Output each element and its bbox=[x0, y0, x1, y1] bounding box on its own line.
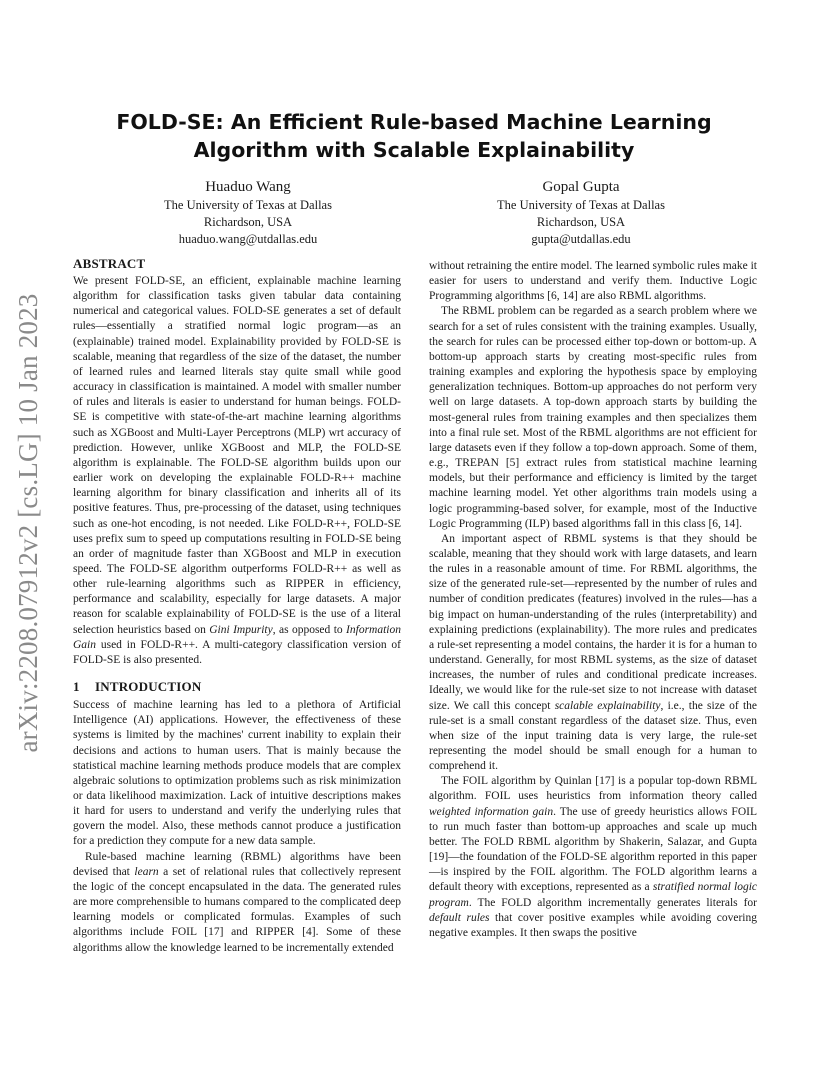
abstract-text: We present FOLD-SE, an efficient, explainable machine learning algorithm for classification tasks given tabular data containing numerical and categorical values. FOLD-SE generates a set of default rules—essentially a stratified normal logic program—as an (explainable) trained model. Explainability provided by FOLD-SE is scalable, meaning that regardless of the size of the dataset, the number of learned rules and learned literals stay quite small while good accuracy in classification is maintained. A model with smaller number of rules and literals is easier to understand for human beings. FOLD-SE is competitive with state-of-the-art machine learning algorithms such as XGBoost and Multi-Layer Perceptrons (MLP) wrt accuracy of prediction. However, unlike XGBoost and MLP, the FOLD-SE algorithm is explainable. The FOLD-SE algorithm builds upon our earlier work on developing the explainable FOLD-R++ machine learning algorithm for binary classification and inherits all of its positive features. Thus, pre-processing of the dataset, using techniques such as one-hot encoding, is not needed. Like FOLD-R++, FOLD-SE uses prefix sum to speed up computations resulting in FOLD-SE being an order of magnitude faster than XGBoost and MLP in execution speed. The FOLD-SE algorithm outperforms FOLD-R++ as well as other rule-learning algorithms such as RIPPER in efficiency, performance and scalability, especially for large datasets. A major reason for scalable explainability of FOLD-SE is the use of a literal selection heuristics based on bbox=[73, 275, 401, 636]
author-location: Richardson, USA bbox=[203, 215, 293, 229]
body-paragraph bbox=[429, 774, 757, 941]
author-location: Richardson, USA bbox=[536, 215, 626, 229]
body-paragraph bbox=[73, 850, 401, 956]
author-affiliation: The University of Texas at Dallas bbox=[497, 198, 665, 212]
arxiv-identifier: arXiv:2208.07912v2 [cs.LG] 10 Jan 2023 bbox=[13, 293, 43, 753]
abstract-paragraph bbox=[73, 274, 401, 668]
body-text: a set of relational rules that collectively represent the logic of the concept encapsulated in the data. The generated rules are more comprehensible to humans compared to the complicated deep learning models or complicated formulas. Examples of such algorithms include FOIL [17] and RIPPER [4]. Some of these algorithms allow the knowledge learned to be incrementally extended bbox=[73, 865, 401, 954]
body-paragraph: without retraining the entire model. The learned symbolic rules make it easier for users to understand and verify them. Inductive Logic Programming algorithms [6, 14] are also RBML algorithms. bbox=[429, 260, 757, 303]
section-number: 1 bbox=[73, 679, 80, 695]
body-text: Rule-based machine learning (RBML) algorithms have been devised that bbox=[73, 850, 401, 878]
author-email[interactable]: huaduo.wang@utdallas.edu bbox=[178, 232, 318, 246]
author-email[interactable]: gupta@utdallas.edu bbox=[531, 232, 631, 246]
right-column bbox=[429, 259, 757, 941]
body-text: that cover positive examples while avoiding covering negative examples. It then swaps the positive bbox=[429, 911, 757, 939]
abstract-text: used in FOLD-R++. A multi-category classification version of FOLD-SE is also presented. bbox=[73, 638, 401, 666]
abstract-text: , as opposed to bbox=[272, 623, 347, 636]
body-paragraph bbox=[429, 532, 757, 775]
author-name: Huaduo Wang bbox=[205, 179, 291, 195]
body-paragraph: Success of machine learning has led to a plethora of Artificial Intelligence (AI) applications. However, the effectiveness of these systems is limited by the machines' current inability to explain their decisions and actions to human users. That is mainly because the statistical machine learning methods produce models that are complex algebraic solutions to optimization problems such as risk minimization or data likelihood maximization. Lack of intuitive descriptions makes it hard for users to understand and verify the underlying rules that govern the model. Also, these methods cannot produce a justification for a prediction they compute for a new data sample. bbox=[73, 699, 401, 848]
body-text: , i.e., the size of the rule-set is a small constant regardless of the dataset size. Thus, even when size of the input training data is very large, the rule-set representing the model should be small enough for a human to comprehend it. bbox=[429, 699, 757, 773]
section-title: INTRODUCTION bbox=[95, 679, 202, 695]
author-block bbox=[118, 177, 378, 248]
abstract-heading: ABSTRACT bbox=[73, 256, 146, 271]
body-emphasis: learn bbox=[134, 865, 159, 878]
body-text: . The FOLD algorithm incrementally generates literals for bbox=[468, 896, 757, 909]
body-emphasis: scalable explainability bbox=[554, 699, 661, 712]
author-affiliation: The University of Texas at Dallas bbox=[164, 198, 332, 212]
body-emphasis: stratified normal logic program bbox=[429, 881, 757, 909]
body-emphasis: weighted information gain bbox=[429, 805, 554, 818]
arxiv-stamp bbox=[8, 288, 48, 758]
abstract-emphasis: Gini Impurity bbox=[209, 623, 273, 636]
body-text: The FOIL algorithm by Quinlan [17] is a popular top-down RBML algorithm. FOIL uses heuristics from information theory called bbox=[429, 775, 757, 803]
introduction-heading bbox=[73, 679, 401, 695]
body-emphasis: default rules bbox=[429, 911, 490, 924]
left-column bbox=[73, 256, 401, 956]
abstract-emphasis: Information Gain bbox=[73, 623, 401, 651]
paper-title: FOLD-SE: An Efficient Rule-based Machine Learning Algorithm with Scalable Explainability bbox=[116, 110, 712, 162]
body-text: . The use of greedy heuristics allows FOIL to run much faster than bottom-up approaches and scale up much better. The FOLD RBML algorithm by Shakerin, Salazar, and Gupta [19]—the foundation of the FOLD-SE algorithm reported in this paper—is inspired by the FOIL algorithm. The FOLD algorithm learns a default theory with exceptions, represented as a bbox=[429, 805, 757, 894]
body-paragraph: The RBML problem can be regarded as a search problem where we search for a set of rules consistent with the training examples. Usually, the search for rules can be processed either top-down or bottom-up. A bottom-up approach starts by creating most-specific rules from training examples and exploring the hypothesis space by employing generalization techniques. Bottom-up approaches do not perform very well on large datasets. A top-down approach starts by building the most-general rules from training examples and then specializes them into a final rule set. Most of the RBML algorithms are not efficient for large datasets even if they follow a top-down approach. Some of them, e.g., TREPAN [5] extract rules from statistical machine learning models, but their performance and efficiency is limited by the target machine learning model. Yet other algorithms train models using a logic programming-based solver, for example, most of the Inductive Logic Programming (ILP) based algorithms fall in this class [6, 14]. bbox=[429, 305, 757, 530]
author-name: Gopal Gupta bbox=[542, 179, 620, 195]
body-text: An important aspect of RBML systems is that they should be scalable, meaning that they should work with large datasets, and learn the rules in a reasonable amount of time. For RBML algorithms, the size of the generated rule-set—represented by the number of rules and number of condition predicates (features) involved in the rules—has a big impact on human-understanding of the rules (interpretability) and explaining predictions (explainability). The more rules and predicates a rule-set representing a model contains, the harder it is for a human to understand. Generally, for most RBML systems, as the size of dataset increases, the number of rules and conditional predicate increases. Ideally, we would like for the rule-set size to not increase with dataset size. We call this concept bbox=[429, 532, 757, 712]
author-block bbox=[451, 177, 711, 248]
